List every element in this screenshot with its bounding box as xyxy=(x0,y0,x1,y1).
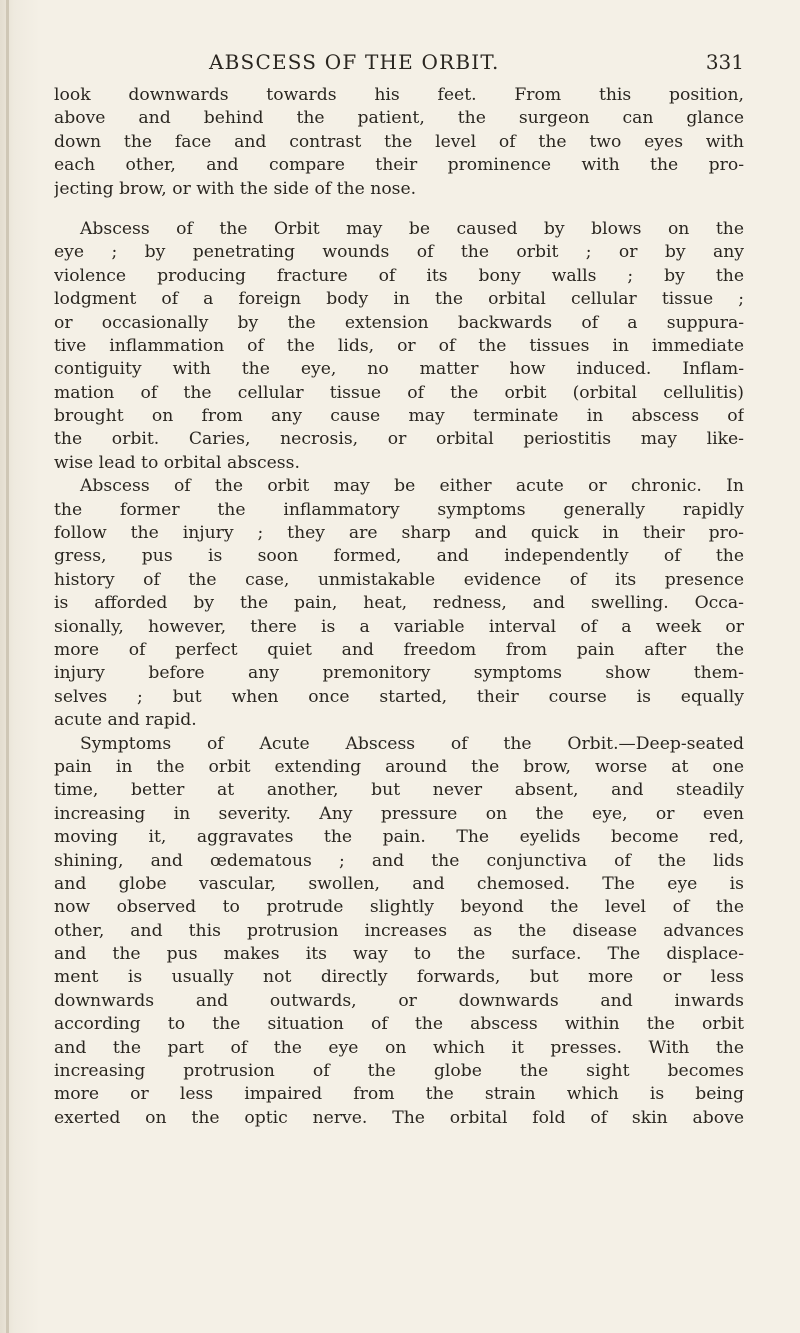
text-line: is afforded by the pain, heat, redness, and swelling. Occa- xyxy=(54,593,744,614)
text-line: acute and rapid. xyxy=(54,710,197,731)
text-line: brought on from any cause may terminate in abscess of xyxy=(54,406,744,427)
text-line: more of perfect quiet and freedom from pain after the xyxy=(54,639,744,660)
text-line: ment is usually not directly forwards, but more or less xyxy=(54,967,744,988)
text-line: Symptoms of Acute Abscess of the Orbit.—Deep-seated xyxy=(80,733,744,754)
text-line: other, and this protrusion increases as the disease advances xyxy=(54,920,744,941)
text-line: more or less impaired from the strain which is being xyxy=(54,1084,744,1105)
text-line: down the face and contrast the level of the two eyes with xyxy=(54,131,744,152)
page-number: 331 xyxy=(705,50,744,74)
text-line: exerted on the optic nerve. The orbital fold of skin above xyxy=(54,1107,744,1128)
paragraph xyxy=(54,84,744,201)
text-line: jecting brow, or with the side of the nose. xyxy=(54,178,417,199)
text-line: or occasionally by the extension backwards of a suppura- xyxy=(54,312,744,333)
page-gutter-shadow xyxy=(6,0,9,1333)
text-line: Abscess of the orbit may be either acute or chronic. In xyxy=(80,476,744,497)
running-title: ABSCESS OF THE ORBIT. xyxy=(209,50,500,74)
text-line: moving it, aggravates the pain. The eyelids become red, xyxy=(54,827,744,848)
text-line: violence producing fracture of its bony walls ; by the xyxy=(54,265,744,286)
text-line: time, better at another, but never absent, and steadily xyxy=(54,780,744,801)
text-line: above and behind the patient, the surgeon can glance xyxy=(54,108,744,129)
paragraph xyxy=(54,218,744,475)
text-line: sionally, however, there is a variable interval of a week or xyxy=(54,616,744,637)
text-line: and the part of the eye on which it presses. With the xyxy=(54,1037,744,1058)
text-line: Abscess of the Orbit may be caused by blows on the xyxy=(80,218,744,239)
paragraph-gap xyxy=(54,201,744,218)
text-line: tive inflammation of the lids, or of the tissues in immediate xyxy=(54,335,744,356)
text-line: the orbit. Caries, necrosis, or orbital periostitis may like- xyxy=(54,429,744,450)
running-head xyxy=(54,50,744,80)
text-line: now observed to protrude slightly beyond the level of the xyxy=(54,897,744,918)
text-line: gress, pus is soon formed, and independently of the xyxy=(54,546,744,567)
paragraph xyxy=(54,733,744,1131)
body-text xyxy=(54,84,744,1130)
text-line: history of the case, unmistakable evidence of its presence xyxy=(54,569,744,590)
text-line: according to the situation of the abscess within the orbit xyxy=(54,1014,744,1035)
text-line: shining, and œdematous ; and the conjunctiva of the lids xyxy=(54,850,744,871)
text-line: lodgment of a foreign body in the orbital cellular tissue ; xyxy=(54,289,744,310)
text-line: and globe vascular, swollen, and chemosed. The eye is xyxy=(54,873,744,894)
text-line: increasing protrusion of the globe the sight becomes xyxy=(54,1061,744,1082)
text-line: eye ; by penetrating wounds of the orbit ; or by any xyxy=(54,242,744,263)
text-line: contiguity with the eye, no matter how induced. Inflam- xyxy=(54,359,744,380)
text-line: each other, and compare their prominence with the pro- xyxy=(54,155,744,176)
text-line: injury before any premonitory symptoms show them- xyxy=(54,663,744,684)
text-line: the former the inflammatory symptoms generally rapidly xyxy=(54,499,744,520)
text-line: downwards and outwards, or downwards and inwards xyxy=(54,990,744,1011)
text-line: selves ; but when once started, their course is equally xyxy=(54,686,744,707)
paragraph xyxy=(54,475,744,732)
text-line: follow the injury ; they are sharp and quick in their pro- xyxy=(54,523,744,544)
text-line: wise lead to orbital abscess. xyxy=(54,452,300,473)
text-line: mation of the cellular tissue of the orbit (orbital cellulitis) xyxy=(54,382,744,403)
text-line: and the pus makes its way to the surface. The displace- xyxy=(54,944,744,965)
text-line: increasing in severity. Any pressure on the eye, or even xyxy=(54,803,744,824)
text-line: look downwards towards his feet. From this position, xyxy=(54,85,744,105)
text-line: pain in the orbit extending around the brow, worse at one xyxy=(54,756,744,777)
